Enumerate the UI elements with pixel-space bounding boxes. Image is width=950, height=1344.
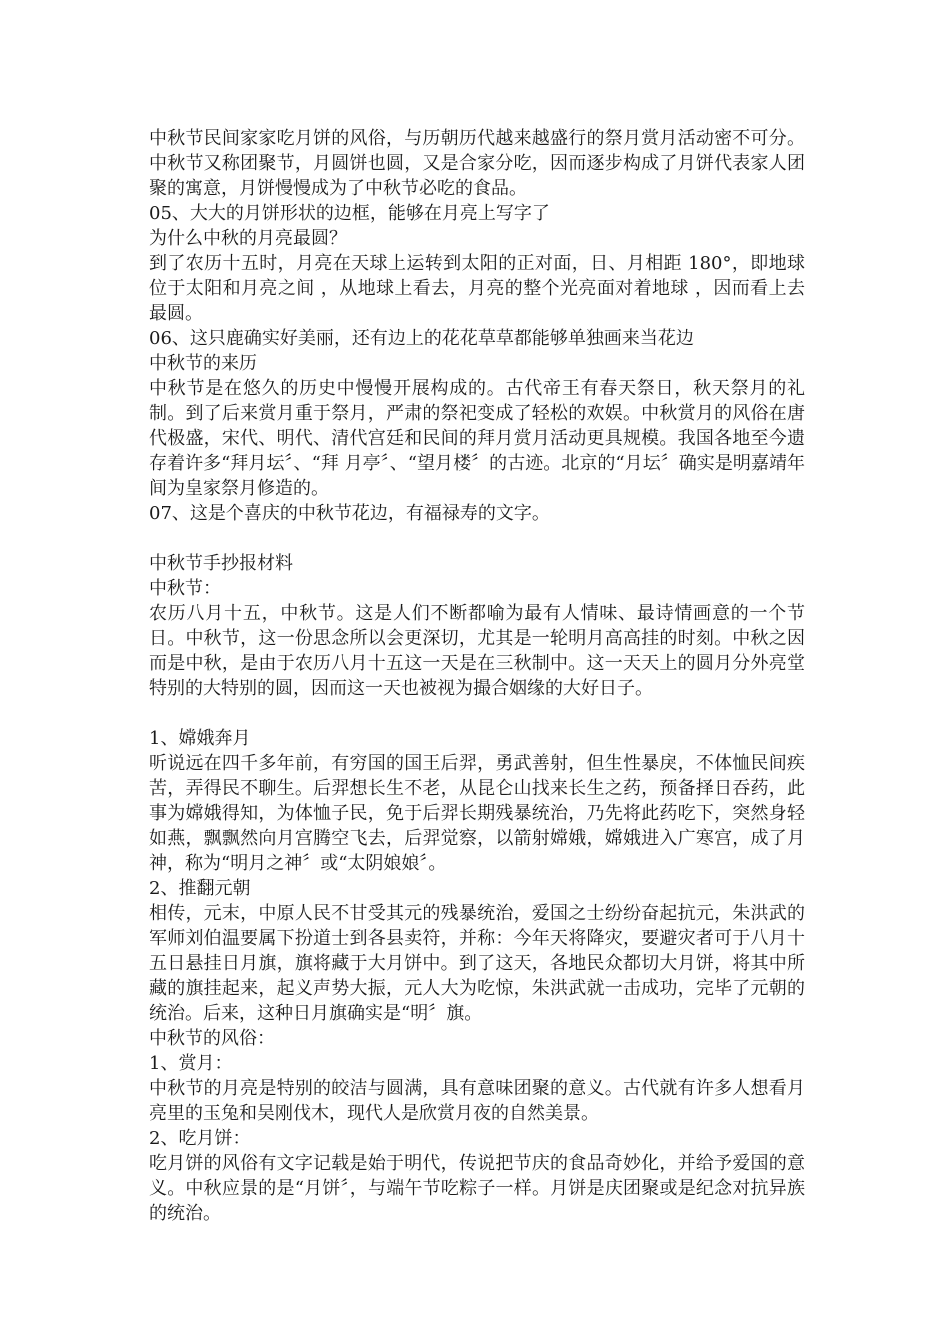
paragraph-eating-mooncakes: 吃月饼的风俗有文字记载是始于明代，传说把节庆的食品奇妙化，并给予爱国的意义。中秋应景的是“月饼〞，与端午节吃粽子一样。月饼是庆团聚或是纪念对抗异族的统治。: [149, 1153, 805, 1224]
paragraph-mid-autumn-intro: 农历八月十五，中秋节。这是人们不断都喻为最有人情味、最诗情画意的一个节日。中秋节，这一份思念所以会更深切，尤其是一轮明月高高挂的时刻。中秋之因而是中秋，是由于农历八月十五这一天是在三秋制中。这一天天上的圆月分外亮堂特别的大特别的圆，因而这一天也被视为撮合姻缘的大好日子。: [149, 603, 805, 699]
paragraph-overthrow-yuan: 相传，元末，中原人民不甘受其元的残暴统治，爱国之士纷纷奋起抗元，朱洪武的军师刘伯温要属下扮道士到各县卖符，并称：今年天将降灾，要避灾者可于八月十五日悬挂日月旗，旗将藏于大月饼中。到了这天，各地民众都切大月饼，将其中所藏的旗挂起来，起义声势大振，元人大为吃惊，朱洪武就一击成功，完毕了元朝的统治。后来，这种日月旗确实是“明〞旗。: [149, 903, 805, 1024]
paragraph-item-06: 06、这只鹿确实好美丽，还有边上的花花草草都能够单独画来当花边: [149, 328, 694, 349]
document-body: [149, 126, 805, 1226]
heading-eating-mooncakes: 2、吃月饼：: [149, 1128, 251, 1149]
heading-handout-material: 中秋节手抄报材料: [149, 553, 293, 574]
paragraph-origin: 中秋节是在悠久的历史中慢慢开展构成的。古代帝王有春天祭日，秋天祭月的礼制。到了后来赏月重于祭月，严肃的祭祀变成了轻松的欢娱。中秋赏月的风俗在唐代极盛，宋代、明代、清代宫廷和民间的拜月赏月活动更具规模。我国各地至今遗存着许多“拜月坛〞、“拜 月亭〞、“望月楼〞的古迹。北京的“月坛〞确实是明嘉靖年 间为皇家祭月修造的。: [149, 378, 805, 499]
paragraph-change-e: 听说远在四千多年前，有穷国的国王后羿，勇武善射，但生性暴戾，不体恤民间疾苦，弄得民不聊生。后羿想长生不老，从昆仑山找来长生之药，预备择日吞药，此事为嫦娥得知，为体恤子民，免于后羿长期残暴统治，乃先将此药吃下，突然身轻如燕，飘飘然向月宫腾空飞去，后羿觉察，以箭射嫦娥，嫦娥进入广寒宫，成了月神，称为“明月之神〞或“太阴娘娘〞。: [149, 753, 805, 874]
heading-customs: 中秋节的风俗：: [149, 1028, 275, 1049]
paragraph-moon-round: 到了农历十五时，月亮在天球上运转到太阳的正对面，日、月相距 180°，即地球位于太阳和月亮之间 ，从地球上看去，月亮的整个光亮面对着地球 ，因而看上去最圆。: [149, 253, 805, 324]
heading-moon-viewing: 1、赏月：: [149, 1053, 233, 1074]
blank-line: [149, 701, 805, 726]
blank-line: [149, 526, 805, 551]
heading-change-e: 1、嫦娥奔月: [149, 728, 251, 749]
heading-overthrow-yuan: 2、推翻元朝: [149, 878, 251, 899]
heading-why-moon-round: 为什么中秋的月亮最圆？: [149, 228, 347, 249]
paragraph-moon-viewing: 中秋节的月亮是特别的皎洁与圆满，具有意味团聚的意义。古代就有许多人想看月亮里的玉兔和吴刚伐木，现代人是欣赏月夜的自然美景。: [149, 1078, 805, 1124]
paragraph-item-05: 05、大大的月饼形状的边框，能够在月亮上写字了: [149, 203, 550, 224]
heading-mid-autumn: 中秋节：: [149, 578, 221, 599]
paragraph-item-07: 07、这是个喜庆的中秋节花边，有福禄寿的文字。: [149, 503, 550, 524]
paragraph-mooncake-custom: 中秋节民间家家吃月饼的风俗，与历朝历代越来越盛行的祭月赏月活动密不可分。中秋节又称团聚节，月圆饼也圆，又是合家分吃，因而逐步构成了月饼代表家人团聚的寓意，月饼慢慢成为了中秋节必吃的食品。: [149, 128, 805, 199]
heading-origin: 中秋节的来历: [149, 353, 257, 374]
